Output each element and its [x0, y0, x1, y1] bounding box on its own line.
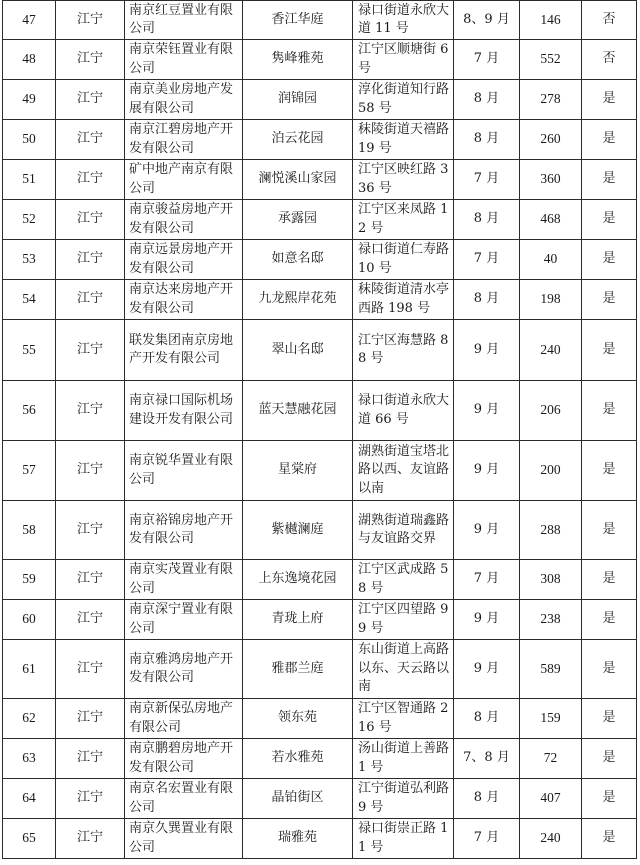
developer-cell: 南京远景房地产开发有限公司 — [125, 240, 243, 280]
address-cell: 湖熟街道瑞鑫路与友谊路交界 — [353, 501, 454, 560]
district-cell: 江宁 — [56, 120, 125, 160]
developer-cell: 南京达来房地产开发有限公司 — [125, 280, 243, 320]
project-name-cell: 若水雅苑 — [243, 739, 353, 779]
developer-cell: 南京禄口国际机场建设开发有限公司 — [125, 381, 243, 441]
month-cell: 8 月 — [454, 80, 520, 120]
row-number: 52 — [3, 200, 56, 240]
row-number: 60 — [3, 600, 56, 640]
row-number: 51 — [3, 160, 56, 200]
address-cell: 江宁区智通路 216 号 — [353, 699, 454, 739]
units-cell: 72 — [520, 739, 582, 779]
project-name-cell: 领东苑 — [243, 699, 353, 739]
address-cell: 江宁区四望路 99 号 — [353, 600, 454, 640]
units-cell: 552 — [520, 40, 582, 80]
table-row — [3, 600, 637, 640]
units-cell: 146 — [520, 1, 582, 40]
row-number: 61 — [3, 640, 56, 699]
table-row — [3, 819, 637, 859]
developer-cell: 南京江碧房地产开发有限公司 — [125, 120, 243, 160]
month-cell: 8 月 — [454, 120, 520, 160]
table-row — [3, 560, 637, 600]
address-cell: 江宁区来凤路 12 号 — [353, 200, 454, 240]
flag-cell: 是 — [582, 560, 637, 600]
table-row — [3, 640, 637, 699]
row-number: 54 — [3, 280, 56, 320]
flag-cell: 否 — [582, 1, 637, 40]
month-cell: 9 月 — [454, 501, 520, 560]
project-name-cell: 泊云花园 — [243, 120, 353, 160]
district-cell: 江宁 — [56, 640, 125, 699]
units-cell: 198 — [520, 280, 582, 320]
project-name-cell: 如意名邸 — [243, 240, 353, 280]
month-cell: 9 月 — [454, 381, 520, 441]
month-cell: 8、9 月 — [454, 1, 520, 40]
table-row — [3, 739, 637, 779]
row-number: 63 — [3, 739, 56, 779]
month-cell: 9 月 — [454, 320, 520, 381]
address-cell: 江宁区海慧路 88 号 — [353, 320, 454, 381]
units-cell: 200 — [520, 441, 582, 501]
month-cell: 9 月 — [454, 640, 520, 699]
developer-cell: 联发集团南京房地产开发有限公司 — [125, 320, 243, 381]
row-number: 58 — [3, 501, 56, 560]
flag-cell: 是 — [582, 441, 637, 501]
district-cell: 江宁 — [56, 739, 125, 779]
flag-cell: 是 — [582, 160, 637, 200]
month-cell: 7 月 — [454, 40, 520, 80]
units-cell: 278 — [520, 80, 582, 120]
month-cell: 7 月 — [454, 240, 520, 280]
row-number: 50 — [3, 120, 56, 160]
table-row — [3, 280, 637, 320]
flag-cell: 是 — [582, 501, 637, 560]
units-cell: 260 — [520, 120, 582, 160]
flag-cell: 是 — [582, 320, 637, 381]
district-cell: 江宁 — [56, 40, 125, 80]
project-name-cell: 蓝天慧融花园 — [243, 381, 353, 441]
district-cell: 江宁 — [56, 560, 125, 600]
flag-cell: 是 — [582, 381, 637, 441]
units-cell: 40 — [520, 240, 582, 280]
address-cell: 禄口街崇正路 11 号 — [353, 819, 454, 859]
developer-cell: 南京深宁置业有限公司 — [125, 600, 243, 640]
developer-cell: 南京新保弘房地产有限公司 — [125, 699, 243, 739]
table-row — [3, 501, 637, 560]
developer-cell: 南京美业房地产发展有限公司 — [125, 80, 243, 120]
address-cell: 江宁区顺塘街 6 号 — [353, 40, 454, 80]
flag-cell: 是 — [582, 120, 637, 160]
month-cell: 7、8 月 — [454, 739, 520, 779]
row-number: 53 — [3, 240, 56, 280]
flag-cell: 否 — [582, 40, 637, 80]
district-cell: 江宁 — [56, 80, 125, 120]
flag-cell: 是 — [582, 819, 637, 859]
project-name-cell: 承露园 — [243, 200, 353, 240]
row-number: 64 — [3, 779, 56, 819]
district-cell: 江宁 — [56, 441, 125, 501]
address-cell: 秣陵街道天禧路 19 号 — [353, 120, 454, 160]
row-number: 49 — [3, 80, 56, 120]
units-cell: 360 — [520, 160, 582, 200]
housing-projects-table — [2, 0, 637, 859]
row-number: 55 — [3, 320, 56, 381]
project-name-cell: 翠山名邸 — [243, 320, 353, 381]
address-cell: 禄口街道永欣大道 66 号 — [353, 381, 454, 441]
district-cell: 江宁 — [56, 501, 125, 560]
district-cell: 江宁 — [56, 1, 125, 40]
project-name-cell: 上东逸境花园 — [243, 560, 353, 600]
table-row — [3, 381, 637, 441]
developer-cell: 南京名宏置业有限公司 — [125, 779, 243, 819]
table-row — [3, 120, 637, 160]
units-cell: 589 — [520, 640, 582, 699]
table-row — [3, 40, 637, 80]
flag-cell: 是 — [582, 200, 637, 240]
project-name-cell: 瑞雅苑 — [243, 819, 353, 859]
row-number: 56 — [3, 381, 56, 441]
table-row — [3, 441, 637, 501]
units-cell: 407 — [520, 779, 582, 819]
project-name-cell: 九龙熙岸花苑 — [243, 280, 353, 320]
developer-cell: 南京锐华置业有限公司 — [125, 441, 243, 501]
project-name-cell: 香江华庭 — [243, 1, 353, 40]
address-cell: 江宁区武成路 58 号 — [353, 560, 454, 600]
row-number: 65 — [3, 819, 56, 859]
units-cell: 159 — [520, 699, 582, 739]
units-cell: 238 — [520, 600, 582, 640]
project-name-cell: 晶铂街区 — [243, 779, 353, 819]
units-cell: 206 — [520, 381, 582, 441]
developer-cell: 南京骏益房地产开发有限公司 — [125, 200, 243, 240]
month-cell: 8 月 — [454, 779, 520, 819]
address-cell: 江宁区映红路 336 号 — [353, 160, 454, 200]
month-cell: 8 月 — [454, 200, 520, 240]
flag-cell: 是 — [582, 739, 637, 779]
project-name-cell: 润锦园 — [243, 80, 353, 120]
flag-cell: 是 — [582, 640, 637, 699]
flag-cell: 是 — [582, 80, 637, 120]
address-cell: 汤山街道上善路 1 号 — [353, 739, 454, 779]
housing-table-container — [2, 0, 636, 859]
project-name-cell: 青珑上府 — [243, 600, 353, 640]
flag-cell: 是 — [582, 600, 637, 640]
flag-cell: 是 — [582, 699, 637, 739]
address-cell: 淳化街道知行路 58 号 — [353, 80, 454, 120]
month-cell: 8 月 — [454, 280, 520, 320]
project-name-cell: 隽峰雅苑 — [243, 40, 353, 80]
table-row — [3, 1, 637, 40]
table-row — [3, 200, 637, 240]
table-row — [3, 160, 637, 200]
address-cell: 东山街道上高路以东、天云路以南 — [353, 640, 454, 699]
district-cell: 江宁 — [56, 320, 125, 381]
district-cell: 江宁 — [56, 699, 125, 739]
district-cell: 江宁 — [56, 819, 125, 859]
address-cell: 禄口街道永欣大道 11 号 — [353, 1, 454, 40]
row-number: 57 — [3, 441, 56, 501]
address-cell: 秣陵街道清水亭西路 198 号 — [353, 280, 454, 320]
table-row — [3, 779, 637, 819]
district-cell: 江宁 — [56, 200, 125, 240]
address-cell: 禄口街道仁寿路 10 号 — [353, 240, 454, 280]
row-number: 59 — [3, 560, 56, 600]
table-row — [3, 80, 637, 120]
units-cell: 468 — [520, 200, 582, 240]
project-name-cell: 紫樾澜庭 — [243, 501, 353, 560]
month-cell: 7 月 — [454, 819, 520, 859]
developer-cell: 南京裕锦房地产开发有限公司 — [125, 501, 243, 560]
developer-cell: 南京雅鸿房地产开发有限公司 — [125, 640, 243, 699]
table-body — [3, 1, 637, 859]
table-row — [3, 240, 637, 280]
developer-cell: 南京实茂置业有限公司 — [125, 560, 243, 600]
flag-cell: 是 — [582, 240, 637, 280]
district-cell: 江宁 — [56, 160, 125, 200]
address-cell: 江宁街道弘利路 9 号 — [353, 779, 454, 819]
district-cell: 江宁 — [56, 779, 125, 819]
table-row — [3, 699, 637, 739]
developer-cell: 南京荣钰置业有限公司 — [125, 40, 243, 80]
project-name-cell: 星棠府 — [243, 441, 353, 501]
district-cell: 江宁 — [56, 280, 125, 320]
month-cell: 8 月 — [454, 699, 520, 739]
address-cell: 湖熟街道宝塔北路以西、友谊路以南 — [353, 441, 454, 501]
row-number: 48 — [3, 40, 56, 80]
units-cell: 240 — [520, 320, 582, 381]
project-name-cell: 澜悦溪山家园 — [243, 160, 353, 200]
units-cell: 240 — [520, 819, 582, 859]
developer-cell: 矿中地产南京有限公司 — [125, 160, 243, 200]
units-cell: 308 — [520, 560, 582, 600]
month-cell: 9 月 — [454, 441, 520, 501]
month-cell: 9 月 — [454, 600, 520, 640]
month-cell: 7 月 — [454, 560, 520, 600]
row-number: 62 — [3, 699, 56, 739]
table-row — [3, 320, 637, 381]
district-cell: 江宁 — [56, 600, 125, 640]
project-name-cell: 雅郡兰庭 — [243, 640, 353, 699]
flag-cell: 是 — [582, 280, 637, 320]
units-cell: 288 — [520, 501, 582, 560]
developer-cell: 南京红豆置业有限公司 — [125, 1, 243, 40]
flag-cell: 是 — [582, 779, 637, 819]
developer-cell: 南京久巽置业有限公司 — [125, 819, 243, 859]
row-number: 47 — [3, 1, 56, 40]
district-cell: 江宁 — [56, 240, 125, 280]
district-cell: 江宁 — [56, 381, 125, 441]
month-cell: 7 月 — [454, 160, 520, 200]
developer-cell: 南京鹏碧房地产开发有限公司 — [125, 739, 243, 779]
